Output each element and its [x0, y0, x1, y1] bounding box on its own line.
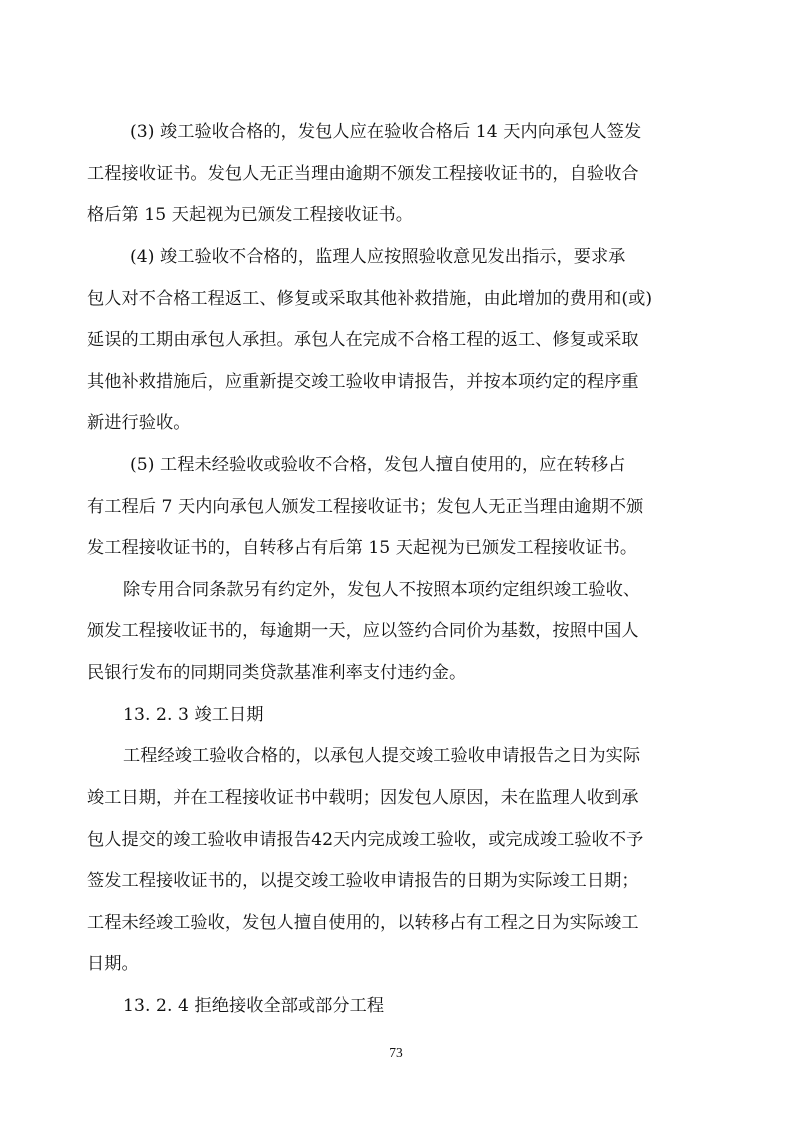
paragraph-line: 签发工程接收证书的，以提交竣工验收申请报告的日期为实际竣工日期；	[87, 871, 639, 891]
paragraph-line: 除专用合同条款另有约定外，发包人不按照本项约定组织竣工验收、	[123, 580, 641, 600]
paragraph-line: 延误的工期由承包人承担。承包人在完成不合格工程的返工、修复或采取	[87, 330, 639, 350]
section-heading: 13. 2. 3 竣工日期	[123, 705, 264, 725]
paragraph-line: (5) 工程未经验收或验收不合格，发包人擅自使用的，应在转移占	[130, 455, 626, 475]
paragraph-line: 颁发工程接收证书的，每逾期一天，应以签约合同价为基数，按照中国人	[87, 621, 639, 641]
paragraph-line: (4) 竣工验收不合格的，监理人应按照验收意见发出指示，要求承	[130, 247, 626, 267]
paragraph-line: 工程未经竣工验收，发包人擅自使用的，以转移占有工程之日为实际竣工	[87, 913, 639, 933]
paragraph-line: 包人对不合格工程返工、修复或采取其他补救措施，由此增加的费用和(或)	[87, 289, 653, 309]
paragraph-line: 发工程接收证书的，自转移占有后第 15 天起视为已颁发工程接收证书。	[87, 538, 638, 558]
paragraph-line: 日期。	[87, 954, 139, 974]
section-heading: 13. 2. 4 拒绝接收全部或部分工程	[123, 996, 385, 1016]
paragraph-line: 民银行发布的同期同类贷款基准利率支付违约金。	[87, 663, 467, 683]
paragraph-line: 有工程后 7 天内向承包人颁发工程接收证书；发包人无正当理由逾期不颁	[87, 497, 644, 517]
paragraph-line: (3) 竣工验收合格的，发包人应在验收合格后 14 天内向承包人签发	[130, 122, 642, 142]
paragraph-line: 新进行验收。	[87, 413, 191, 433]
paragraph-line: 工程接收证书。发包人无正当理由逾期不颁发工程接收证书的，自验收合	[87, 164, 639, 184]
paragraph-line: 格后第 15 天起视为已颁发工程接收证书。	[87, 205, 414, 225]
paragraph-line: 包人提交的竣工验收申请报告42天内完成竣工验收，或完成竣工验收不予	[87, 830, 644, 850]
page-number: 73	[389, 1045, 403, 1060]
paragraph-line: 其他补救措施后，应重新提交竣工验收申请报告，并按本项约定的程序重	[87, 372, 639, 392]
paragraph-line: 工程经竣工验收合格的，以承包人提交竣工验收申请报告之日为实际	[123, 746, 641, 766]
paragraph-line: 竣工日期，并在工程接收证书中载明；因发包人原因，未在监理人收到承	[87, 788, 639, 808]
